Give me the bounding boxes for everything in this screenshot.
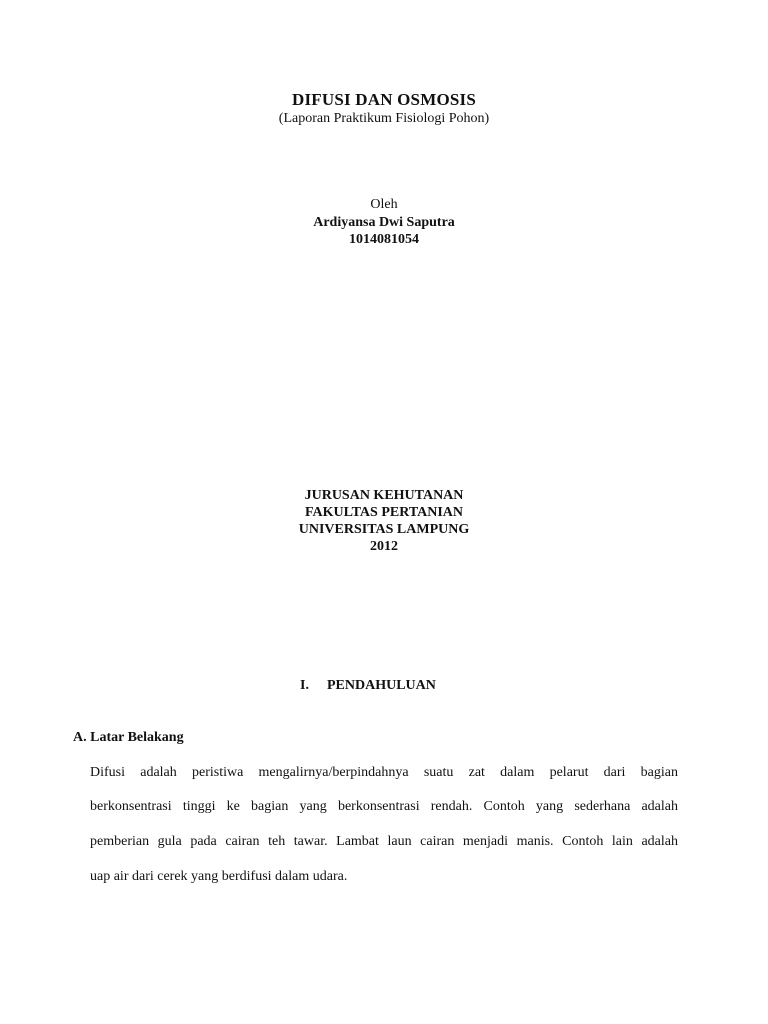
by-label: Oleh	[370, 197, 398, 212]
university: UNIVERSITAS LAMPUNG	[298, 522, 470, 537]
chapter-number: I.	[300, 678, 309, 693]
report-subtitle: (Laporan Praktikum Fisiologi Pohon)	[278, 111, 490, 126]
department: JURUSAN KEHUTANAN	[304, 488, 464, 503]
student-id: 1014081054	[349, 232, 419, 247]
report-title: DIFUSI DAN OSMOSIS	[291, 90, 477, 109]
paragraph-line: berkonsentrasi tinggi ke bagian yang berkonsentrasi rendah. Contoh yang sederhana adalah	[90, 799, 678, 814]
paragraph-line: Difusi adalah peristiwa mengalirnya/berpindahnya suatu zat dalam pelarut dari bagian	[90, 765, 678, 780]
author-name: Ardiyansa Dwi Saputra	[313, 215, 455, 230]
year: 2012	[370, 539, 398, 554]
paragraph-line: uap air dari cerek yang berdifusi dalam udara.	[90, 869, 348, 884]
paragraph-line: pemberian gula pada cairan teh tawar. Lambat laun cairan menjadi manis. Contoh lain adalah	[90, 834, 678, 849]
chapter-heading	[300, 678, 436, 694]
section-heading: A. Latar Belakang	[73, 730, 184, 745]
chapter-title: PENDAHULUAN	[327, 678, 436, 693]
faculty: FAKULTAS PERTANIAN	[304, 505, 464, 520]
institution-block	[0, 487, 768, 555]
